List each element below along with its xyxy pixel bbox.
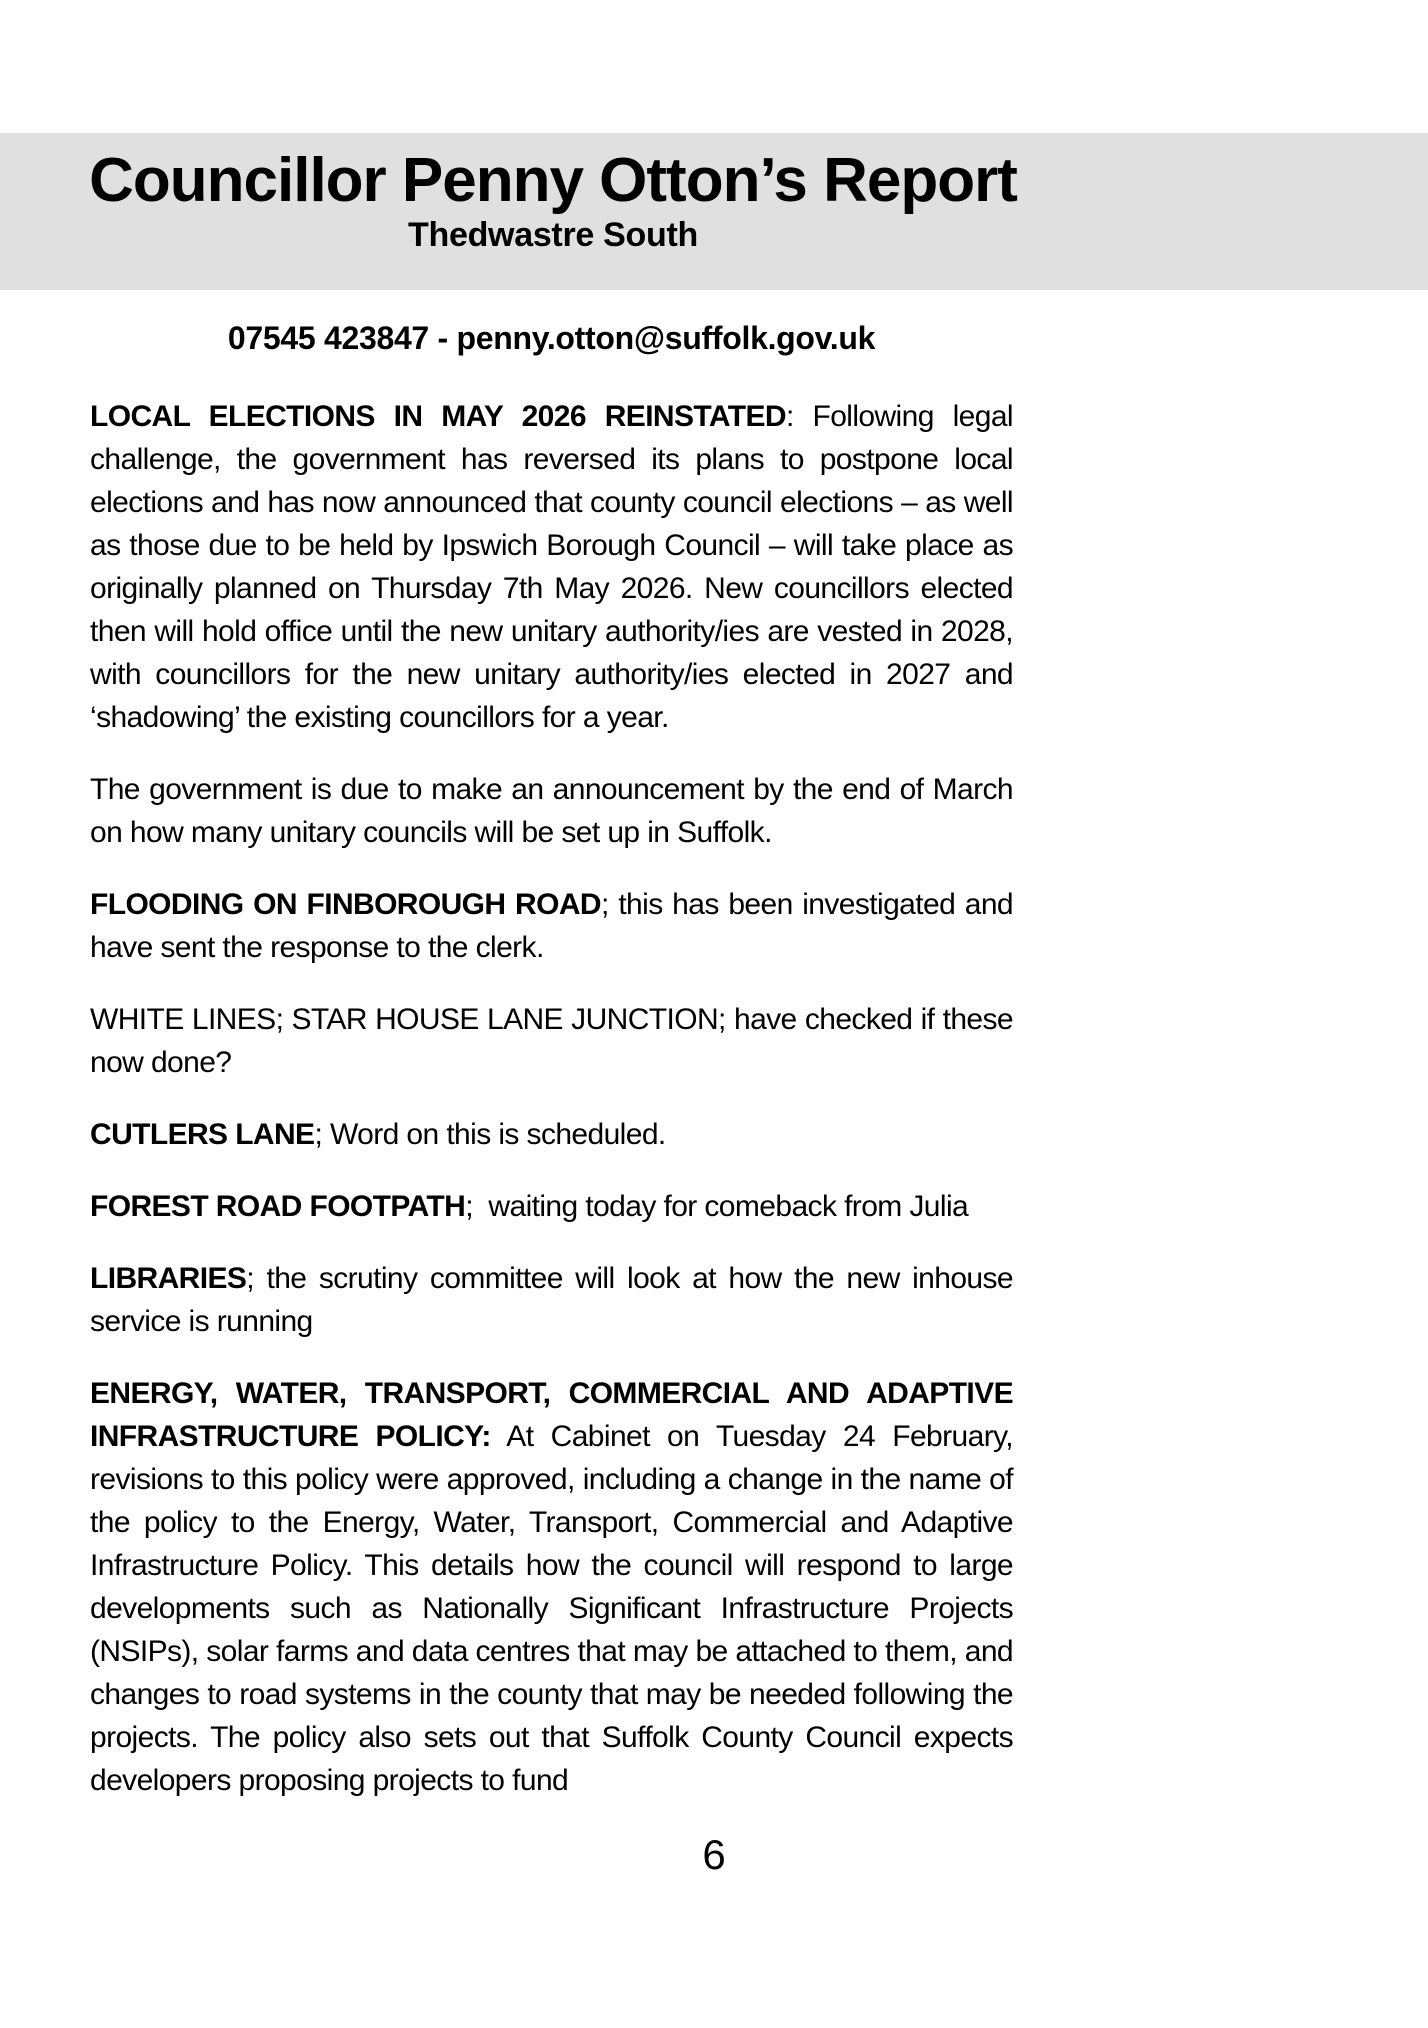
report-paragraph <box>90 395 1013 739</box>
report-paragraph <box>90 1185 1013 1228</box>
page-title: Councillor Penny Otton’s Report <box>89 146 1017 215</box>
paragraph-separator: ; <box>314 1118 330 1151</box>
paragraph-heading: ENERGY, WATER, TRANSPORT, COMMERCIAL AND ADAPTIVE INFRASTRUCTURE POLICY: <box>90 1377 1013 1453</box>
page-number: 6 <box>702 1831 726 1878</box>
page-subtitle: Thedwastre South <box>408 216 698 255</box>
paragraph-text: WHITE LINES; STAR HOUSE LANE JUNCTION; have checked if these now done? <box>90 1003 1013 1079</box>
paragraph-heading: LOCAL ELECTIONS IN MAY 2026 REINSTATED <box>90 400 786 433</box>
paragraph-separator: : <box>785 400 813 433</box>
paragraph-text: Following legal challenge, the government has reversed its plans to postpone local elections and has now announced that county council elections – as well as those due to be held by Ipswich Borough Council – will take place as originally planned on Thursday 7th May 2026. New councillors elected then will hold office until the new unitary authority/ies are vested in 2028, with councillors for the new unitary authority/ies elected in 2027 and ‘shadowing’ the existing councillors for a year. <box>90 400 1013 734</box>
paragraph-separator: ; <box>465 1190 489 1223</box>
report-paragraph <box>90 1257 1013 1343</box>
paragraph-text: this has been investigated and have sent the response to the clerk. <box>90 888 1013 964</box>
paragraph-heading: CUTLERS LANE <box>90 1118 315 1151</box>
paragraph-text: the scrutiny committee will look at how the new inhouse service is running <box>90 1262 1013 1338</box>
paragraph-heading: FLOODING ON FINBOROUGH ROAD <box>90 888 601 921</box>
paragraph-heading: FOREST ROAD FOOTPATH <box>90 1190 466 1223</box>
report-paragraph <box>90 1372 1013 1802</box>
report-paragraph <box>90 883 1013 969</box>
report-paragraph <box>90 1113 1013 1156</box>
report-paragraph <box>90 998 1013 1084</box>
report-body <box>90 395 1013 1802</box>
report-paragraph <box>90 768 1013 854</box>
paragraph-text: waiting today for comeback from Julia <box>488 1190 969 1223</box>
report-header-banner <box>0 133 1428 290</box>
paragraph-text: Word on this is scheduled. <box>329 1118 666 1151</box>
paragraph-separator <box>491 1420 507 1453</box>
paragraph-heading: LIBRARIES <box>90 1262 247 1295</box>
contact-line: 07545 423847 - penny.otton@suffolk.gov.uk <box>227 320 876 356</box>
paragraph-text: At Cabinet on Tuesday 24 February, revisions to this policy were approved, including a change in the name of the policy to the Energy, Water, Transport, Commercial and Adaptive Infrastructure Policy. This details how the council will respond to large developments such as Nationally Significant Infrastructure Projects (NSIPs), solar farms and data centres that may be attached to them, and changes to road systems in the county that may be needed following the projects. The policy also sets out that Suffolk County Council expects developers proposing projects to fund <box>90 1420 1013 1797</box>
paragraph-text: The government is due to make an announcement by the end of March on how many unitary councils will be set up in Suffolk. <box>90 773 1013 849</box>
report-header-inner <box>0 147 1106 255</box>
paragraph-separator: ; <box>246 1262 267 1295</box>
paragraph-separator: ; <box>600 888 619 921</box>
